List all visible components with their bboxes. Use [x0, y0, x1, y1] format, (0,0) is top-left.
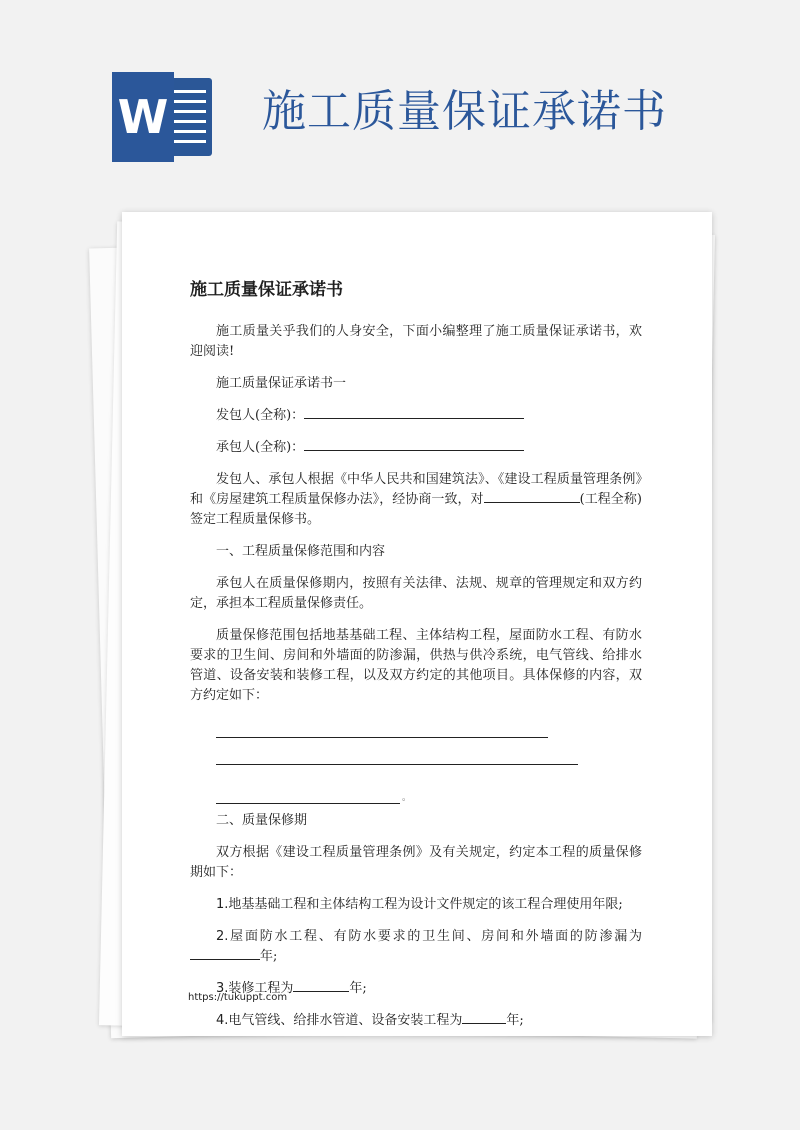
item-4: 4.电气管线、给排水管道、设备安装工程为 年;	[216, 1013, 524, 1028]
document-body	[190, 278, 642, 1043]
page-header	[0, 0, 800, 200]
item2-years-blank[interactable]	[190, 947, 260, 960]
word-document-icon	[112, 72, 212, 162]
subtitle-paragraph: 施工质量保证承诺书一	[216, 376, 347, 391]
header-title: 施工质量保证承诺书	[262, 86, 667, 137]
fill-line-3[interactable]	[216, 803, 400, 804]
section1-paragraph1: 承包人在质量保修期内，按照有关法律、法规、规章的管理规定和双方约定，承担本工程质量保修责任。	[190, 576, 642, 611]
footer-url[interactable]: https://tukuppt.com	[188, 992, 288, 1003]
contractor-field	[190, 438, 642, 458]
document-page	[122, 212, 712, 1036]
item4-years-blank[interactable]	[462, 1011, 506, 1024]
intro-paragraph: 施工质量关乎我们的人身安全，下面小编整理了施工质量保证承诺书，欢迎阅读!	[190, 324, 642, 359]
employer-blank[interactable]	[304, 406, 524, 419]
section1-paragraph2: 质量保修范围包括地基基础工程、主体结构工程，屋面防水工程、有防水要求的卫生间、房间和外墙面的防渗漏，供热与供冷系统，电气管线、给排水管道、设备安装和装修工程，以及双方约定的其他项目。具体保修的内容，双方约定如下：	[190, 628, 642, 703]
fill-line-3-row	[216, 789, 642, 803]
contractor-blank[interactable]	[304, 438, 524, 451]
employer-field	[190, 406, 642, 426]
section2-paragraph: 双方根据《建设工程质量管理条例》及有关规定，约定本工程的质量保修期如下：	[190, 845, 642, 880]
contractor-label: 承包人(全称)：	[216, 440, 305, 455]
project-name-blank[interactable]	[484, 490, 580, 503]
word-letter-badge: W	[112, 72, 174, 162]
section1-heading: 一、工程质量保修范围和内容	[216, 544, 386, 559]
item-3: 3.装修工程为 年;	[216, 981, 367, 996]
item-2: 2.屋面防水工程、有防水要求的卫生间、房间和外墙面的防渗漏为年;	[190, 927, 642, 967]
employer-label: 发包人(全称)：	[216, 408, 305, 423]
fill-line-3-mark: 。	[402, 793, 412, 803]
agreement-paragraph: 发包人、承包人根据《中华人民共和国建筑法》、《建设工程质量管理条例》和《房屋建筑工程质量保修办法》，经协商一致，对 (工程全称)签定工程质量保修书。	[190, 472, 642, 527]
section2-heading: 二、质量保修期	[216, 813, 308, 828]
document-title: 施工质量保证承诺书	[190, 280, 343, 300]
item-1: 1.地基基础工程和主体结构工程为设计文件规定的该工程合理使用年限;	[216, 897, 623, 912]
item3-years-blank[interactable]	[293, 979, 349, 992]
